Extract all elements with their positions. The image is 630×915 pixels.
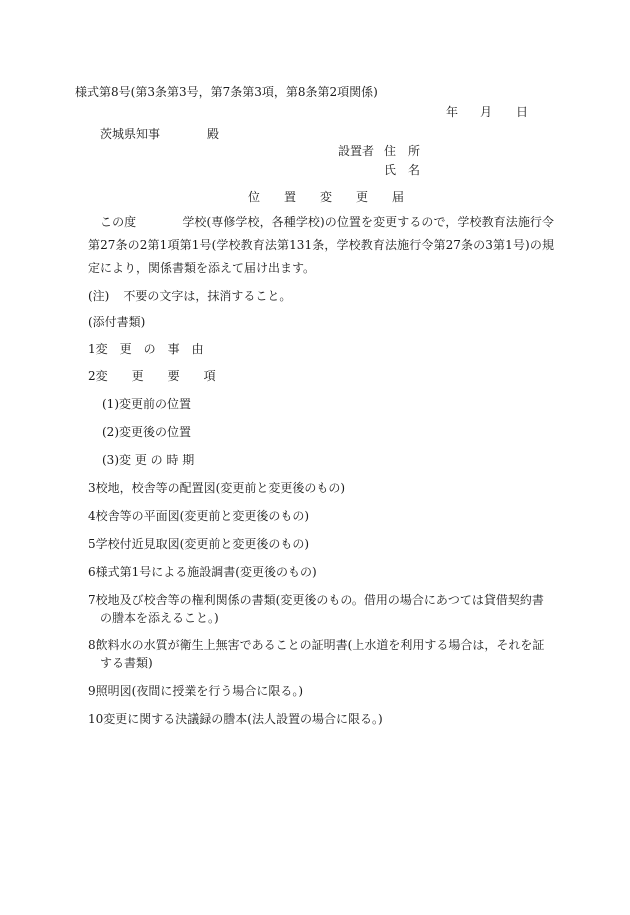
list-item [88, 508, 309, 524]
item-number: (1) [102, 397, 119, 411]
item-text: 飲料水の水質が衛生上無害であることの証明書(上水道を利用する場合は，それを証 [95, 638, 545, 652]
item-number: 5 [88, 537, 96, 551]
item-number: 10 [88, 712, 104, 726]
list-subitem [102, 396, 191, 412]
list-item [88, 637, 544, 653]
note [88, 288, 291, 304]
date-year: 年 [446, 105, 459, 119]
list-item [88, 341, 204, 357]
document-title: 位 置 変 更 届 [248, 190, 405, 204]
item-number: (3) [102, 453, 119, 467]
item-text: 変更に関する決議録の謄本(法人設置の場合に限る。) [103, 712, 383, 726]
name-label: 氏 名 [384, 163, 421, 177]
list-item-continuation: する書類) [100, 656, 153, 670]
item-number: (2) [102, 425, 119, 439]
addressee-suffix: 殿 [207, 127, 220, 141]
item-text: 変更前の位置 [119, 397, 192, 411]
list-item [88, 368, 216, 384]
item-text: 変 更 の 時 期 [119, 453, 195, 467]
list-item [88, 564, 317, 580]
item-text: 変更後の位置 [119, 425, 192, 439]
note-label: (注) [88, 289, 110, 303]
addressee: 茨城県知事 [100, 127, 161, 141]
item-text: 様式第1号による施設調書(変更後のもの) [95, 565, 317, 579]
item-text: 変 更 の 事 由 [95, 342, 204, 356]
date-day: 日 [516, 105, 529, 119]
list-item [88, 683, 303, 699]
item-text: 変 更 要 項 [95, 369, 216, 383]
item-number: 3 [88, 481, 96, 495]
item-number: 4 [88, 509, 96, 523]
item-text: 校地，校舎等の配置図(変更前と変更後のもの) [95, 481, 346, 495]
item-number: 2 [88, 369, 96, 383]
item-text: 校舎等の平面図(変更前と変更後のもの) [95, 509, 310, 523]
item-number: 6 [88, 565, 96, 579]
item-text: 校地及び校舎等の権利関係の書類(変更後のもの。借用の場合にあつては貸借契約書 [95, 593, 544, 607]
list-subitem [102, 424, 191, 440]
item-number: 8 [88, 638, 96, 652]
list-subitem [102, 452, 194, 468]
founder-label: 設置者 [338, 144, 375, 158]
list-item [88, 711, 383, 727]
date-month: 月 [480, 105, 493, 119]
list-item [88, 592, 544, 608]
form-number: 様式第8号(第3条第3号，第7条第3項，第8条第2項関係) [75, 85, 378, 99]
attachments-heading: (添付書類) [88, 315, 146, 329]
item-text: 照明図(夜間に授業を行う場合に限る。) [95, 684, 304, 698]
item-number: 7 [88, 593, 96, 607]
note-text: 不要の文字は，抹消すること。 [123, 289, 292, 303]
body-intro-before: この度 [100, 215, 137, 229]
item-number: 9 [88, 684, 96, 698]
body-intro-after: 学校(専修学校，各種学校)の位置を変更するので，学校教育法施行令第27条の2第1項第1号(学校教育法第131条，学校教育法施行令第27条の3第1号)の規定により，関係書類を添えて届け出ます。 [88, 215, 554, 275]
list-item [88, 480, 345, 496]
list-item [88, 536, 309, 552]
item-number: 1 [88, 342, 96, 356]
list-item-continuation: の謄本を添えること。) [100, 611, 219, 625]
address-label: 住 所 [384, 144, 421, 158]
item-text: 学校付近見取図(変更前と変更後のもの) [95, 537, 310, 551]
body-paragraph [88, 211, 554, 280]
